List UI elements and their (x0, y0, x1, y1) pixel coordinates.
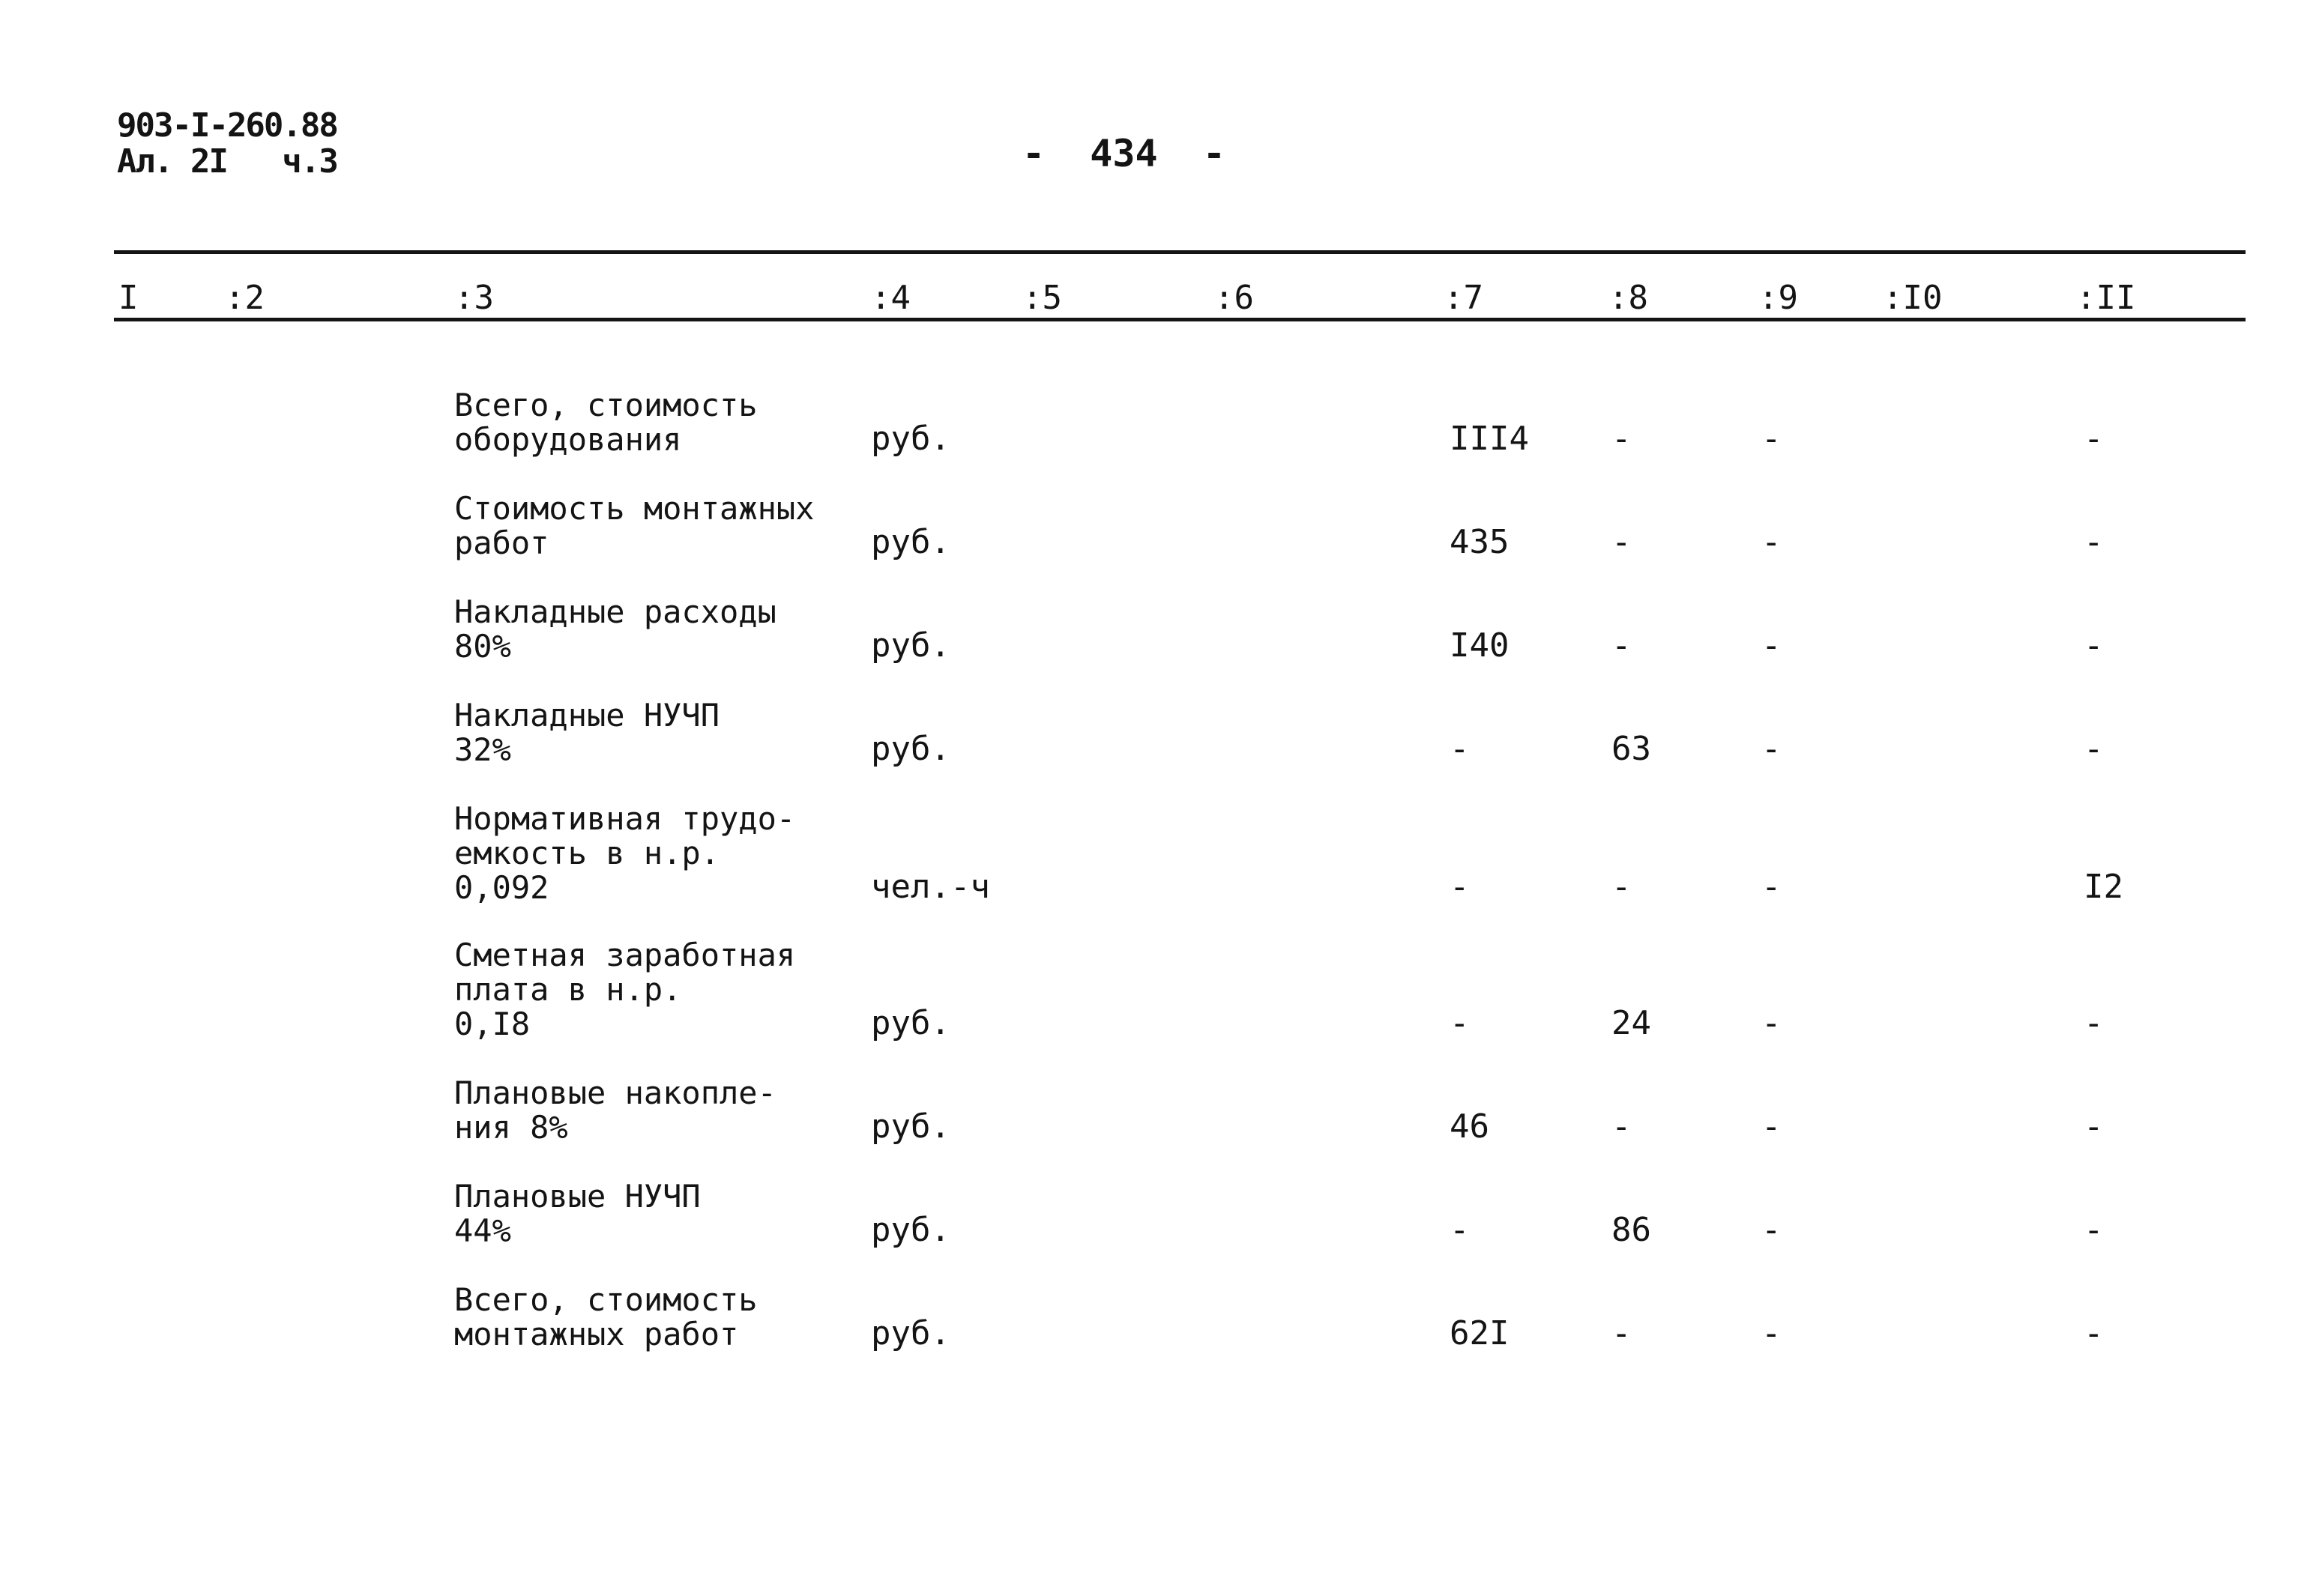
unit-cell: руб. (871, 626, 950, 665)
column-8-value: - (1611, 868, 1632, 906)
column-8-value: 63 (1611, 730, 1651, 768)
description-line: Накладные НУЧП (454, 697, 720, 734)
description-line: ния 8% (454, 1109, 568, 1146)
description-line: Накладные расходы (454, 593, 776, 630)
header-rule (114, 318, 2246, 321)
column-8-value: - (1611, 1314, 1632, 1352)
column-9-value: - (1761, 1211, 1782, 1249)
top-rule (114, 250, 2246, 254)
column-7-value: III4 (1450, 420, 1529, 458)
column-number-6: :6 (1214, 279, 1254, 317)
column-7-value: 62I (1450, 1314, 1510, 1352)
description-line: 0,092 (454, 869, 549, 906)
description-line: Сметная заработная (454, 937, 796, 973)
column-9-value: - (1761, 868, 1782, 906)
column-number-8: :8 (1608, 279, 1648, 317)
column-11-value: - (2084, 420, 2104, 458)
column-8-value: - (1611, 626, 1632, 665)
column-7-value: 435 (1450, 523, 1510, 561)
sheet-label: Ал. 2I ч.3 (117, 142, 337, 181)
column-11-value: - (2084, 1004, 2104, 1042)
description-line: емкость в н.р. (454, 835, 720, 871)
unit-cell: руб. (871, 523, 950, 561)
column-number-11: :II (2076, 279, 2136, 317)
row-description (454, 595, 776, 664)
column-11-value: - (2084, 1314, 2104, 1352)
description-line: Плановые накопле- (454, 1074, 776, 1111)
description-line: работ (454, 525, 549, 561)
unit-cell: руб. (871, 1004, 950, 1042)
description-line: 32% (454, 731, 511, 768)
column-9-value: - (1761, 626, 1782, 665)
row-description (454, 388, 758, 457)
description-line: 0,I8 (454, 1006, 531, 1042)
description-line: Нормативная трудо- (454, 800, 796, 837)
column-7-value: - (1450, 1211, 1470, 1249)
unit-cell: руб. (871, 1211, 950, 1249)
column-7-value: - (1450, 1004, 1470, 1042)
column-7-value: - (1450, 868, 1470, 906)
row-description (454, 1179, 701, 1248)
row-description (454, 1283, 758, 1352)
document-code: 903-I-260.88 (117, 106, 337, 145)
unit-cell: руб. (871, 1107, 950, 1146)
unit-cell: руб. (871, 1314, 950, 1352)
column-11-value: - (2084, 730, 2104, 768)
column-number-2: :2 (225, 279, 265, 317)
description-line: Стоимость монтажных (454, 490, 815, 527)
column-8-value: - (1611, 1107, 1632, 1146)
description-line: оборудования (454, 421, 682, 458)
unit-cell: чел.-ч (871, 868, 990, 906)
column-number-4: :4 (871, 279, 911, 317)
column-11-value: - (2084, 1211, 2104, 1249)
column-8-value: 86 (1611, 1211, 1651, 1249)
column-8-value: 24 (1611, 1004, 1651, 1042)
unit-cell: руб. (871, 730, 950, 768)
column-11-value: - (2084, 1107, 2104, 1146)
page-number: - 434 - (1022, 132, 1225, 175)
row-description (454, 802, 795, 905)
column-11-value: - (2084, 626, 2104, 665)
description-line: Всего, стоимость (454, 1281, 758, 1318)
description-line: плата в н.р. (454, 971, 682, 1008)
row-description (454, 492, 814, 560)
description-line: Плановые НУЧП (454, 1178, 701, 1215)
column-7-value: - (1450, 730, 1470, 768)
column-number-5: :5 (1022, 279, 1062, 317)
row-description (454, 1076, 776, 1145)
row-description (454, 938, 795, 1042)
column-number-7: :7 (1444, 279, 1483, 317)
column-9-value: - (1761, 730, 1782, 768)
description-line: монтажных работ (454, 1316, 739, 1352)
column-9-value: - (1761, 523, 1782, 561)
column-7-value: I40 (1450, 626, 1510, 665)
description-line: 44% (454, 1212, 511, 1249)
column-number-1: I (118, 279, 139, 317)
column-number-10: :I0 (1883, 279, 1943, 317)
column-9-value: - (1761, 1004, 1782, 1042)
column-11-value: - (2084, 523, 2104, 561)
column-9-value: - (1761, 1314, 1782, 1352)
column-number-3: :3 (454, 279, 494, 317)
column-number-9: :9 (1758, 279, 1798, 317)
column-9-value: - (1761, 1107, 1782, 1146)
unit-cell: руб. (871, 420, 950, 458)
column-9-value: - (1761, 420, 1782, 458)
column-11-value: I2 (2084, 868, 2123, 906)
column-8-value: - (1611, 420, 1632, 458)
row-description (454, 698, 720, 767)
description-line: 80% (454, 628, 511, 665)
description-line: Всего, стоимость (454, 387, 758, 423)
column-7-value: 46 (1450, 1107, 1489, 1146)
column-8-value: - (1611, 523, 1632, 561)
